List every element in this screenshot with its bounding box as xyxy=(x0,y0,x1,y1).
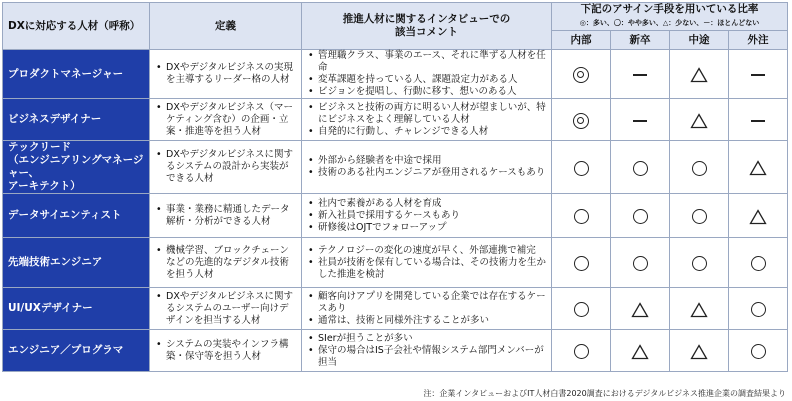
header-comments xyxy=(302,3,552,50)
role-definition xyxy=(150,50,302,99)
means-cell-outsourcing xyxy=(729,238,788,288)
means-cell-internal xyxy=(552,194,611,238)
comment-item: • 通常は、技術と同様外注することが多い xyxy=(308,315,547,327)
table-row xyxy=(3,194,788,238)
comment-item: • 外部から経験者を中途で採用 xyxy=(308,155,547,167)
definition-item: • 機械学習、ブロックチェーンなどの先進的なデジタル技術を担う人材 xyxy=(156,245,297,281)
definition-item: • DXやデジタルビジネスに関するシステムの設計から実装ができる人材 xyxy=(156,149,297,185)
triangle-icon xyxy=(749,160,767,176)
double-circle-icon xyxy=(573,67,589,83)
header-comments-line2: 該当コメント xyxy=(395,26,458,38)
circle-icon xyxy=(574,209,589,224)
means-cell-outsourcing xyxy=(729,194,788,238)
role-definition xyxy=(150,99,302,141)
role-name xyxy=(3,330,150,372)
table-row xyxy=(3,50,788,99)
interview-comments xyxy=(302,141,552,194)
header-definition: 定義 xyxy=(150,3,302,50)
means-cell-mid-career xyxy=(670,238,729,288)
circle-icon xyxy=(574,161,589,176)
means-cell-internal xyxy=(552,288,611,330)
double-circle-icon xyxy=(573,113,589,129)
circle-icon xyxy=(574,344,589,359)
comment-item: • ビジネスと技術の両方に明るい人材が望ましいが、特にビジネスをよく理解している人材 xyxy=(308,102,547,126)
role-name-line: （エンジニアリングマネージャー、 xyxy=(8,154,144,179)
role-name-line: プロダクトマネージャー xyxy=(8,67,124,80)
header-col-new-grad: 新卒 xyxy=(611,31,670,50)
dash-icon xyxy=(751,74,765,76)
role-name xyxy=(3,288,150,330)
role-name xyxy=(3,194,150,238)
table-row xyxy=(3,288,788,330)
comment-item: • 社内で素養がある人材を育成 xyxy=(308,198,547,210)
role-name-line: 先端技術エンジニア xyxy=(8,256,103,268)
interview-comments xyxy=(302,194,552,238)
comment-item: • SIerが担うことが多い xyxy=(308,333,547,345)
header-comments-line1: 推進人材に関するインタビューでの xyxy=(342,13,511,25)
means-cell-new-grad xyxy=(611,194,670,238)
means-cell-outsourcing xyxy=(729,50,788,99)
means-cell-new-grad xyxy=(611,141,670,194)
header-means-title: 下記のアサイン手段を用いている比率 xyxy=(580,3,759,15)
definition-item: • DXやデジタルビジネスに関するシステムのユーザー向けデザインを担当する人材 xyxy=(156,291,297,327)
role-name-line: UI/UXデザイナー xyxy=(8,302,93,314)
interview-comments xyxy=(302,99,552,141)
circle-icon xyxy=(633,256,648,271)
triangle-icon xyxy=(690,113,708,129)
means-cell-new-grad xyxy=(611,238,670,288)
header-means-legend: ◎：多い、〇：やや多い、△：少ない、－：ほとんどない xyxy=(579,19,760,27)
role-name-line: エンジニア／プログラマ xyxy=(8,344,124,356)
role-definition xyxy=(150,141,302,194)
means-cell-new-grad xyxy=(611,50,670,99)
footnote: 注：企業インタビューおよびIT人材白書2020調査におけるデジタルビジネス推進企業の調査結果より xyxy=(423,389,786,398)
means-cell-outsourcing xyxy=(729,330,788,372)
circle-icon xyxy=(751,302,766,317)
triangle-icon xyxy=(631,302,649,318)
means-cell-internal xyxy=(552,141,611,194)
means-cell-new-grad xyxy=(611,330,670,372)
table-row xyxy=(3,99,788,141)
table-body xyxy=(3,50,788,372)
role-definition xyxy=(150,330,302,372)
comment-item: • 管理職クラス、事業のエース、それに準ずる人材を任命 xyxy=(308,50,547,74)
means-cell-internal xyxy=(552,99,611,141)
interview-comments xyxy=(302,50,552,99)
circle-icon xyxy=(633,209,648,224)
definition-item: • 事業・業務に精通したデータ解析・分析ができる人材 xyxy=(156,204,297,228)
role-definition xyxy=(150,288,302,330)
comment-item: • ビジョンを提唱し、行動に移す、想いのある人 xyxy=(308,86,547,98)
circle-icon xyxy=(692,209,707,224)
circle-icon xyxy=(751,256,766,271)
comment-item: • 顧客向けアプリを開発している企業では存在するケースあり xyxy=(308,291,547,315)
comment-item: • 研修後はOJTでフォローアップ xyxy=(308,222,547,234)
means-cell-mid-career xyxy=(670,50,729,99)
role-name xyxy=(3,141,150,194)
comment-item: • 新入社員で採用するケースもあり xyxy=(308,210,547,222)
means-cell-new-grad xyxy=(611,99,670,141)
triangle-icon xyxy=(690,67,708,83)
header-col-mid-career: 中途 xyxy=(670,31,729,50)
circle-icon xyxy=(751,344,766,359)
comment-item: • 社員が技術を保有している場合は、その技術力を生かした推進を検討 xyxy=(308,257,547,281)
means-cell-internal xyxy=(552,330,611,372)
interview-comments xyxy=(302,288,552,330)
table-row xyxy=(3,330,788,372)
table-row xyxy=(3,141,788,194)
triangle-icon xyxy=(690,302,708,318)
header-col-outsourcing: 外注 xyxy=(729,31,788,50)
circle-icon xyxy=(692,161,707,176)
role-definition xyxy=(150,238,302,288)
interview-comments xyxy=(302,238,552,288)
definition-item: • システムの実装やインフラ構築・保守等を担う人材 xyxy=(156,339,297,363)
role-name-line: アーキテクト） xyxy=(8,180,81,192)
comment-item: • 自発的に行動し、チャレンジできる人材 xyxy=(308,126,547,138)
role-name xyxy=(3,50,150,99)
comment-item: • 技術のある社内エンジニアが登用されるケースもあり xyxy=(308,167,547,179)
role-name-line: テックリード xyxy=(8,141,71,153)
triangle-icon xyxy=(631,344,649,360)
means-cell-new-grad xyxy=(611,288,670,330)
assignment-table xyxy=(2,2,788,372)
definition-item: • DXやデジタルビジネスの実現を主導するリーダー格の人材 xyxy=(156,62,297,86)
means-cell-internal xyxy=(552,50,611,99)
means-cell-mid-career xyxy=(670,194,729,238)
comment-item: • 保守の場合はIS子会社や情報システム部門メンバーが担当 xyxy=(308,345,547,369)
means-cell-mid-career xyxy=(670,141,729,194)
triangle-icon xyxy=(690,344,708,360)
dash-icon xyxy=(751,120,765,122)
means-cell-outsourcing xyxy=(729,99,788,141)
table-row xyxy=(3,238,788,288)
header-col-internal: 内部 xyxy=(552,31,611,50)
dash-icon xyxy=(633,120,647,122)
circle-icon xyxy=(692,256,707,271)
means-cell-outsourcing xyxy=(729,141,788,194)
triangle-icon xyxy=(749,209,767,225)
role-name xyxy=(3,238,150,288)
definition-item: • DXやデジタルビジネス（マーケティング含む）の企画・立案・推進等を担う人材 xyxy=(156,102,297,138)
interview-comments xyxy=(302,330,552,372)
role-definition xyxy=(150,194,302,238)
comment-item: • 変革課題を持っている人、課題設定力がある人 xyxy=(308,74,547,86)
means-cell-mid-career xyxy=(670,99,729,141)
circle-icon xyxy=(574,256,589,271)
circle-icon xyxy=(633,161,648,176)
means-cell-mid-career xyxy=(670,330,729,372)
role-name xyxy=(3,99,150,141)
role-name-line: ビジネスデザイナー xyxy=(8,113,102,125)
role-name-line: データサイエンティスト xyxy=(8,209,122,221)
means-cell-outsourcing xyxy=(729,288,788,330)
means-cell-mid-career xyxy=(670,288,729,330)
header-role: DXに対応する人材（呼称） xyxy=(3,3,150,50)
dash-icon xyxy=(633,74,647,76)
header-row xyxy=(3,3,788,31)
comment-item: • テクノロジーの変化の速度が早く、外部連携で補完 xyxy=(308,245,547,257)
header-means xyxy=(552,3,788,31)
means-cell-internal xyxy=(552,238,611,288)
circle-icon xyxy=(574,302,589,317)
